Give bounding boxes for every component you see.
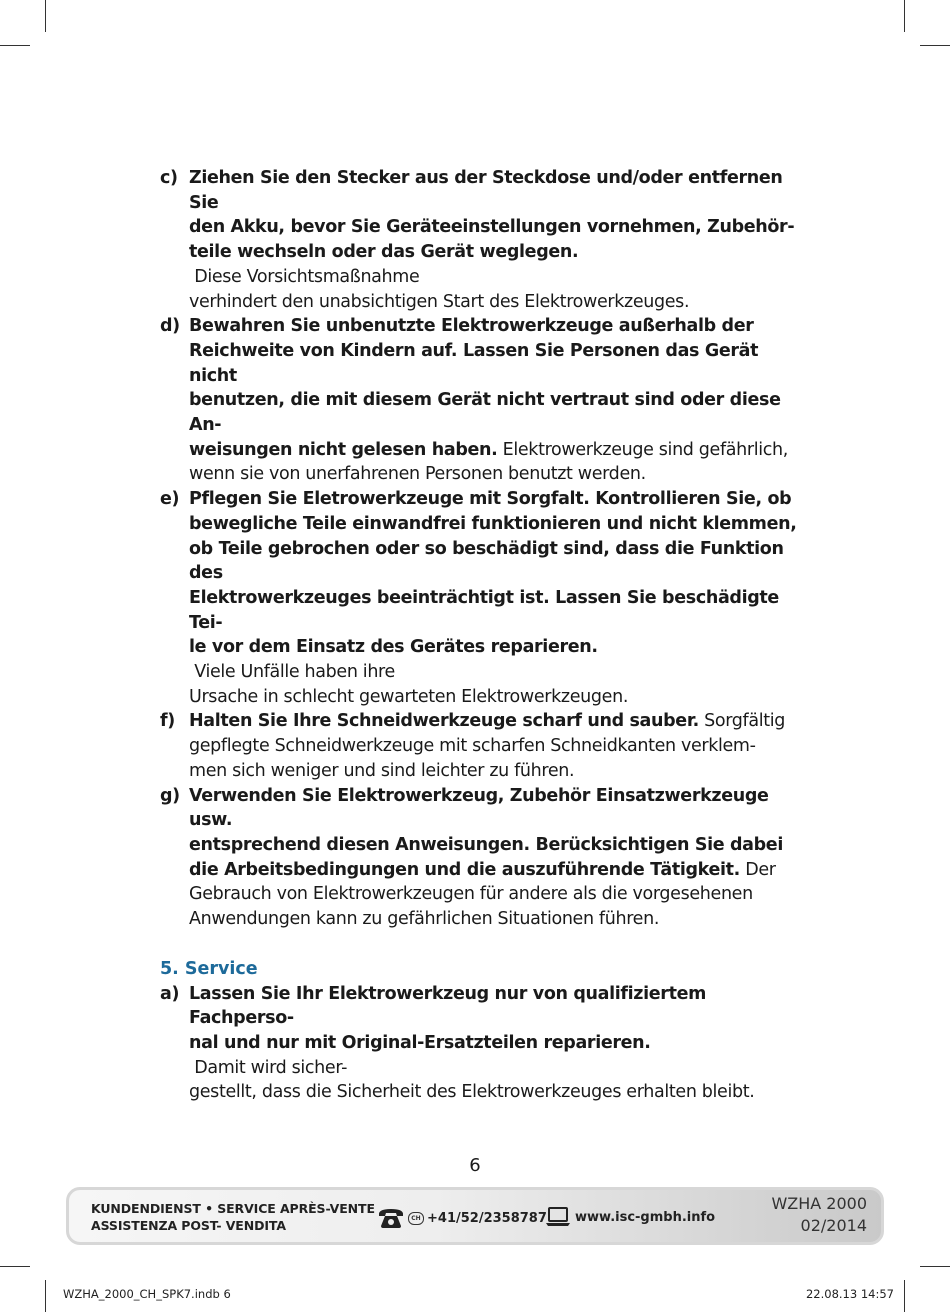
bold-text: nal und nur mit Original-Ersatzteilen reparieren. <box>189 1032 651 1053</box>
bold-line: Lassen Sie Ihr Elektrowerkzeug nur von qualifiziertem Fachperso- <box>189 983 707 1029</box>
list-item <box>160 166 800 314</box>
crop-mark-bottom-right-horizontal <box>920 1266 950 1267</box>
item-marker: g) <box>160 785 180 806</box>
mixed-line <box>189 635 800 684</box>
normal-line: men sich weniger und sind leichter zu führen. <box>189 760 575 781</box>
bold-text: Halten Sie Ihre Schneidwerkzeuge scharf und sauber. <box>189 711 699 732</box>
model-name: WZHA 2000 <box>771 1194 867 1213</box>
normal-line: Gebrauch von Elektrowerkzeugen für andere als die vorgesehenen <box>189 884 753 905</box>
normal-text: Der <box>739 859 776 880</box>
item-marker: d) <box>160 316 180 337</box>
service-footer-bar <box>66 1187 884 1245</box>
service-instructions-list <box>160 982 800 1106</box>
bold-line: entsprechend diesen Anweisungen. Berücksichtigen Sie dabei <box>189 834 783 855</box>
print-slug-file: WZHA_2000_CH_SPK7.indb 6 <box>63 1287 231 1301</box>
bold-line: Pflegen Sie Eletrowerkzeuge mit Sorgfalt. Kontrollieren Sie, ob <box>189 489 792 510</box>
edition-date: 02/2014 <box>800 1216 867 1235</box>
normal-line: Ursache in schlecht gewarteten Elektrowerkzeugen. <box>189 686 629 707</box>
list-item <box>160 314 800 487</box>
print-slug-timestamp: 22.08.13 14:57 <box>805 1287 894 1301</box>
normal-line: gepflegte Schneidwerkzeuge mit scharfen Schneidkanten verklem- <box>189 736 756 757</box>
crop-mark-top-left-vertical <box>45 0 46 32</box>
service-label <box>91 1200 375 1234</box>
crop-mark-bottom-right-vertical <box>904 1280 905 1312</box>
normal-text: Viele Unfälle haben ihre <box>189 662 395 683</box>
bold-text: teile wechseln oder das Gerät weglegen. <box>189 242 579 263</box>
service-label-line-2: ASSISTENZA POST- VENDITA <box>91 1218 286 1233</box>
bold-line: bewegliche Teile einwandfrei funktionieren und nicht klemmen, <box>189 513 797 534</box>
item-marker: a) <box>160 983 180 1004</box>
item-marker: e) <box>160 489 180 510</box>
page-number: 6 <box>469 1155 481 1176</box>
website-link[interactable]: www.isc-gmbh.info <box>575 1209 716 1225</box>
normal-text: Diese Vorsichtsmaßnahme <box>189 266 420 287</box>
bold-line: Elektrowerkzeuges beeinträchtigt ist. Lassen Sie beschädigte Tei- <box>189 587 779 633</box>
bold-line: Reichweite von Kindern auf. Lassen Sie Personen das Gerät nicht <box>189 340 759 386</box>
mixed-line <box>189 438 800 463</box>
bold-line: benutzen, die mit diesem Gerät nicht vertraut sind oder diese An- <box>189 390 781 436</box>
telephone-icon <box>377 1207 405 1229</box>
mixed-line <box>189 858 800 883</box>
item-marker: c) <box>160 168 178 188</box>
item-marker: f) <box>160 711 175 732</box>
mixed-line <box>189 709 800 734</box>
safety-instructions-list <box>160 166 800 932</box>
normal-text: Damit wird sicher- <box>189 1057 348 1078</box>
web-contact <box>545 1204 715 1230</box>
crop-mark-bottom-left-vertical <box>45 1280 46 1312</box>
bold-text: weisungen nicht gelesen haben. <box>189 439 498 460</box>
crop-mark-top-right-horizontal <box>920 45 950 46</box>
bold-line: ob Teile gebrochen oder so beschädigt sind, dass die Funktion des <box>189 538 784 584</box>
normal-text: Elektrowerkzeuge sind gefährlich, <box>497 439 788 460</box>
normal-line: gestellt, dass die Sicherheit des Elektrowerkzeuges erhalten bleibt. <box>189 1082 755 1103</box>
service-label-line-1: KUNDENDIENST • SERVICE APRÈS-VENTE <box>91 1201 375 1216</box>
bold-line: Ziehen Sie den Stecker aus der Steckdose und/oder entfernen Sie <box>189 168 783 213</box>
country-badge: CH <box>408 1212 424 1225</box>
normal-text: Sorgfältig <box>698 711 786 732</box>
phone-number: +41/52/2358787 <box>427 1210 547 1226</box>
crop-mark-top-right-vertical <box>904 0 905 32</box>
crop-mark-bottom-left-horizontal <box>0 1266 30 1267</box>
normal-line: wenn sie von unerfahrenen Personen benutzt werden. <box>189 464 646 485</box>
laptop-icon <box>545 1206 571 1228</box>
normal-line: verhindert den unabsichtigen Start des Elektrowerkzeuges. <box>189 291 690 312</box>
phone-contact <box>377 1206 547 1230</box>
model-info <box>771 1193 867 1237</box>
normal-line: Anwendungen kann zu gefährlichen Situationen führen. <box>189 909 660 930</box>
section-heading: 5. Service <box>160 958 258 979</box>
bold-line: Bewahren Sie unbenutzte Elektrowerkzeuge außerhalb der <box>189 316 754 337</box>
bold-text: die Arbeitsbedingungen und die auszuführende Tätigkeit. <box>189 859 740 880</box>
list-item <box>160 784 800 932</box>
bold-line: Verwenden Sie Elektrowerkzeug, Zubehör Einsatzwerkzeuge usw. <box>189 785 769 831</box>
mixed-line <box>189 240 800 289</box>
list-item <box>160 487 800 709</box>
manual-content <box>160 166 800 1105</box>
list-item <box>160 709 800 783</box>
mixed-line <box>189 1031 800 1080</box>
bold-line: den Akku, bevor Sie Geräteeinstellungen vornehmen, Zubehör- <box>189 217 795 238</box>
bold-text: le vor dem Einsatz des Gerätes reparieren. <box>189 637 598 658</box>
crop-mark-top-left-horizontal <box>0 45 30 46</box>
list-item <box>160 982 800 1106</box>
